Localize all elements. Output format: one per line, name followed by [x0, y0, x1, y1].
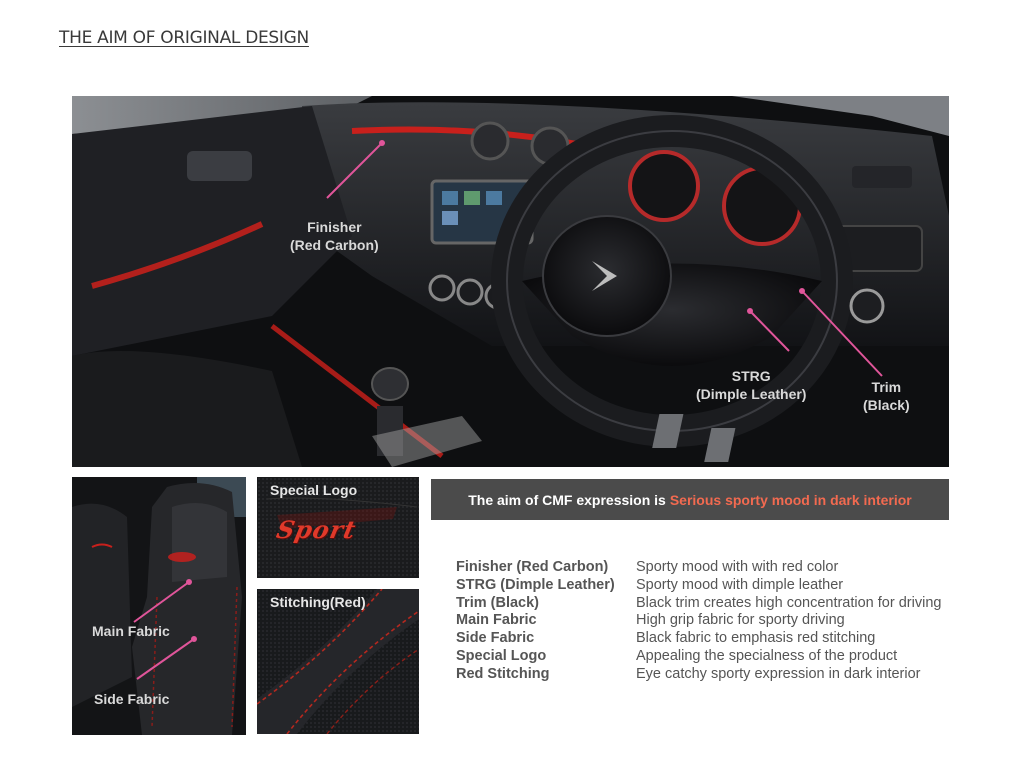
- cmf-description: Black fabric to emphasis red stitching: [636, 630, 876, 647]
- cmf-item: STRG (Dimple Leather): [456, 576, 615, 593]
- table-row: [456, 577, 941, 595]
- cmf-item: Side Fabric: [456, 630, 535, 647]
- cmf-item: Finisher (Red Carbon): [456, 559, 609, 575]
- callout-side-fabric: Side Fabric: [94, 691, 170, 707]
- stitching-label: Stitching(Red): [270, 594, 366, 610]
- table-row: [456, 648, 941, 666]
- cmf-description: Sporty mood with with red color: [636, 559, 839, 575]
- callout-trim: [863, 378, 910, 414]
- seat-photo: [72, 477, 246, 735]
- cmf-description: Appealing the specialness of the product: [636, 647, 898, 664]
- cmf-item: Main Fabric: [456, 612, 537, 629]
- table-row: [456, 612, 941, 630]
- stitching-illustration: [257, 589, 419, 734]
- stitching-photo: [257, 589, 419, 734]
- cmf-description: High grip fabric for sporty driving: [636, 612, 845, 629]
- cmf-table: [456, 559, 941, 684]
- cmf-description: Eye catchy sporty expression in dark interior: [636, 665, 921, 682]
- sport-badge: Sport: [273, 515, 359, 544]
- cmf-item: Trim (Black): [456, 594, 539, 611]
- table-row: [456, 559, 941, 577]
- callout-trim-material: (Black): [863, 397, 910, 413]
- callout-trim-title: Trim: [871, 379, 902, 395]
- table-row: [456, 595, 941, 613]
- table-row: [456, 630, 941, 648]
- special-logo-label: Special Logo: [270, 482, 358, 498]
- page-title: THE AIM OF ORIGINAL DESIGN: [59, 28, 309, 48]
- callout-strg-material: (Dimple Leather): [696, 386, 807, 402]
- interior-illustration: [72, 96, 949, 467]
- callout-finisher-material: (Red Carbon): [290, 237, 379, 253]
- aim-banner: [431, 479, 949, 520]
- cmf-item: Red Stitching: [456, 665, 550, 682]
- interior-photo: [72, 96, 949, 467]
- cmf-description: Sporty mood with dimple leather: [636, 576, 844, 593]
- callout-main-fabric: Main Fabric: [92, 623, 170, 639]
- callout-strg-title: STRG: [731, 368, 771, 384]
- special-logo-photo: [257, 477, 419, 578]
- cmf-description: Black trim creates high concentration for driving: [636, 594, 942, 611]
- cmf-item: Special Logo: [456, 647, 547, 664]
- callout-finisher-title: Finisher: [307, 219, 362, 235]
- callout-finisher: [290, 218, 379, 254]
- callout-strg: [696, 367, 806, 403]
- aim-banner-prefix: The aim of CMF expression is: [468, 491, 666, 508]
- aim-banner-highlight: Serious sporty mood in dark interior: [669, 491, 912, 508]
- table-row: [456, 666, 941, 684]
